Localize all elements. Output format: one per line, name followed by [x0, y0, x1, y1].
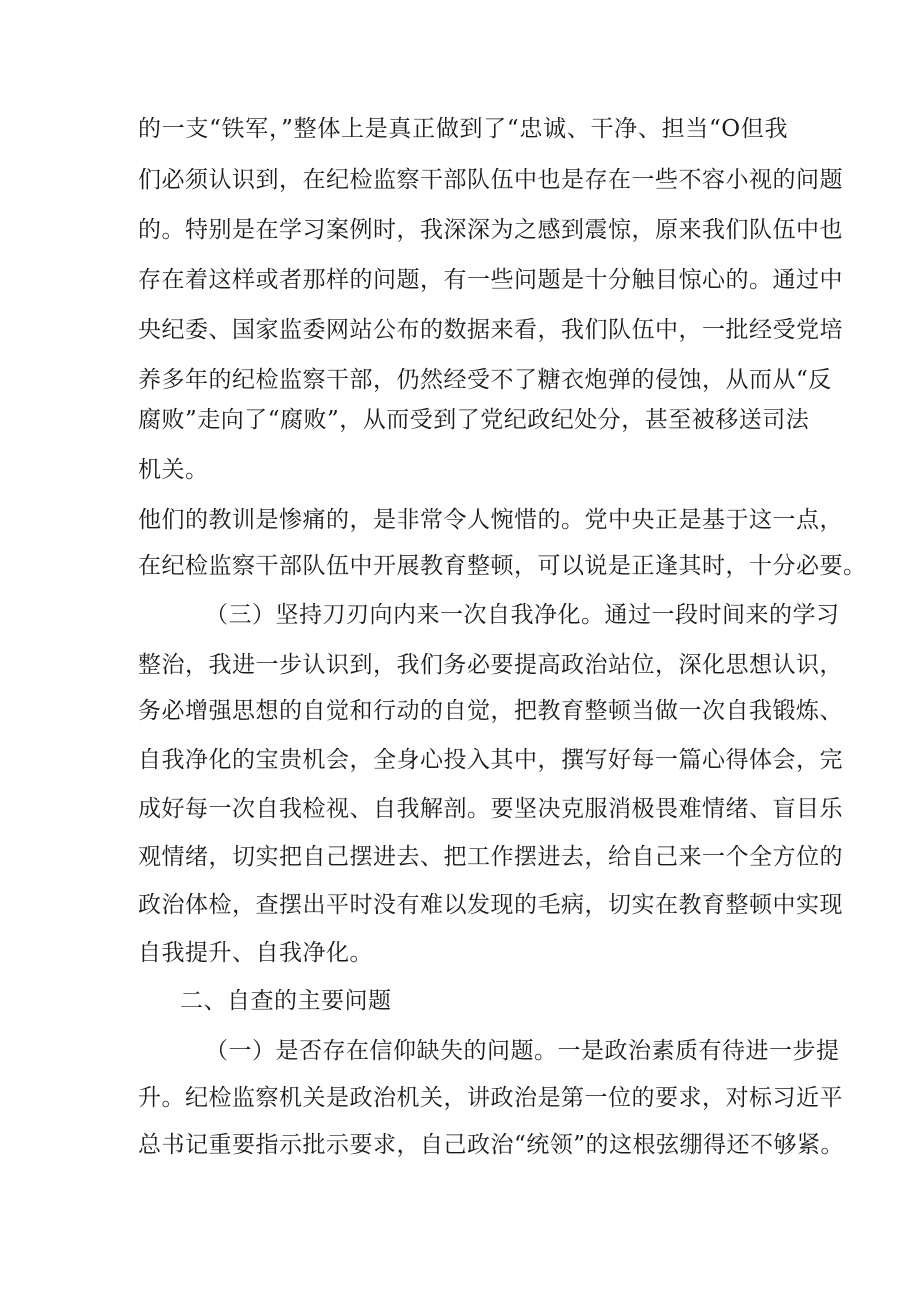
text-line: 腐败”走向了“腐败”，从而受到了党纪政纪处分，甚至被移送司法: [138, 407, 810, 433]
text-line: 们必须认识到，在纪检监察干部队伍中也是存在一些不容小视的问题: [138, 167, 843, 193]
text-line: 成好每一次自我检视、自我解剖。要坚决克服消极畏难情绪、盲目乐: [138, 796, 843, 822]
text-line: 存在着这样或者那样的问题，有一些问题是十分触目惊心的。通过中: [138, 267, 843, 293]
text-line: 养多年的纪检监察干部，仍然经受不了糖衣炮弹的侵蚀，从而从“反: [138, 367, 832, 393]
text-line: 升。纪检监察机关是政治机关，讲政治是第一位的要求，对标习近平: [138, 1085, 843, 1111]
text-line: 政治体检，查摆出平时没有难以发现的毛病，切实在教育整顿中实现: [138, 892, 843, 918]
section-title: 二、自查的主要问题: [180, 988, 392, 1014]
text-line: 自我净化的宝贵机会，全身心投入其中，撰写好每一篇心得体会，完: [138, 747, 843, 773]
text-line: 在纪检监察干部队伍中开展教育整顿，可以说是正逢其时，十分必要。: [138, 553, 867, 579]
text-line: 机关。: [138, 457, 209, 483]
subsection-heading: （一）是否存在信仰缺失的问题。一是政治素质有待进一步提: [205, 1038, 840, 1064]
text-line: 总书记重要指示批示要求，自己政治“统领”的这根弦绷得还不够紧。: [138, 1132, 845, 1158]
text-line: 务必增强思想的自觉和行动的自觉，把教育整顿当做一次自我锻炼、: [138, 698, 843, 724]
text-line: 观情绪，切实把自己摆进去、把工作摆进去，给自己来一个全方位的: [138, 844, 843, 870]
section-heading: （三）坚持刀刃向内来一次自我净化。通过一段时间来的学习: [205, 602, 840, 628]
text-line: 整治，我进一步认识到，我们务必要提高政治站位，深化思想认识，: [138, 652, 843, 678]
text-line: 自我提升、自我净化。: [138, 940, 373, 966]
text-line: 的一支“铁军，”整体上是真正做到了“忠诚、干净、担当“O但我: [138, 116, 788, 142]
text-line: 央纪委、国家监委网站公布的数据来看，我们队伍中，一批经受党培: [138, 317, 843, 343]
text-line: 他们的教训是惨痛的，是非常令人惋惜的。党中央正是基于这一点，: [138, 507, 843, 533]
text-line: 的。特别是在学习案例时，我深深为之感到震惊，原来我们队伍中也: [138, 217, 843, 243]
